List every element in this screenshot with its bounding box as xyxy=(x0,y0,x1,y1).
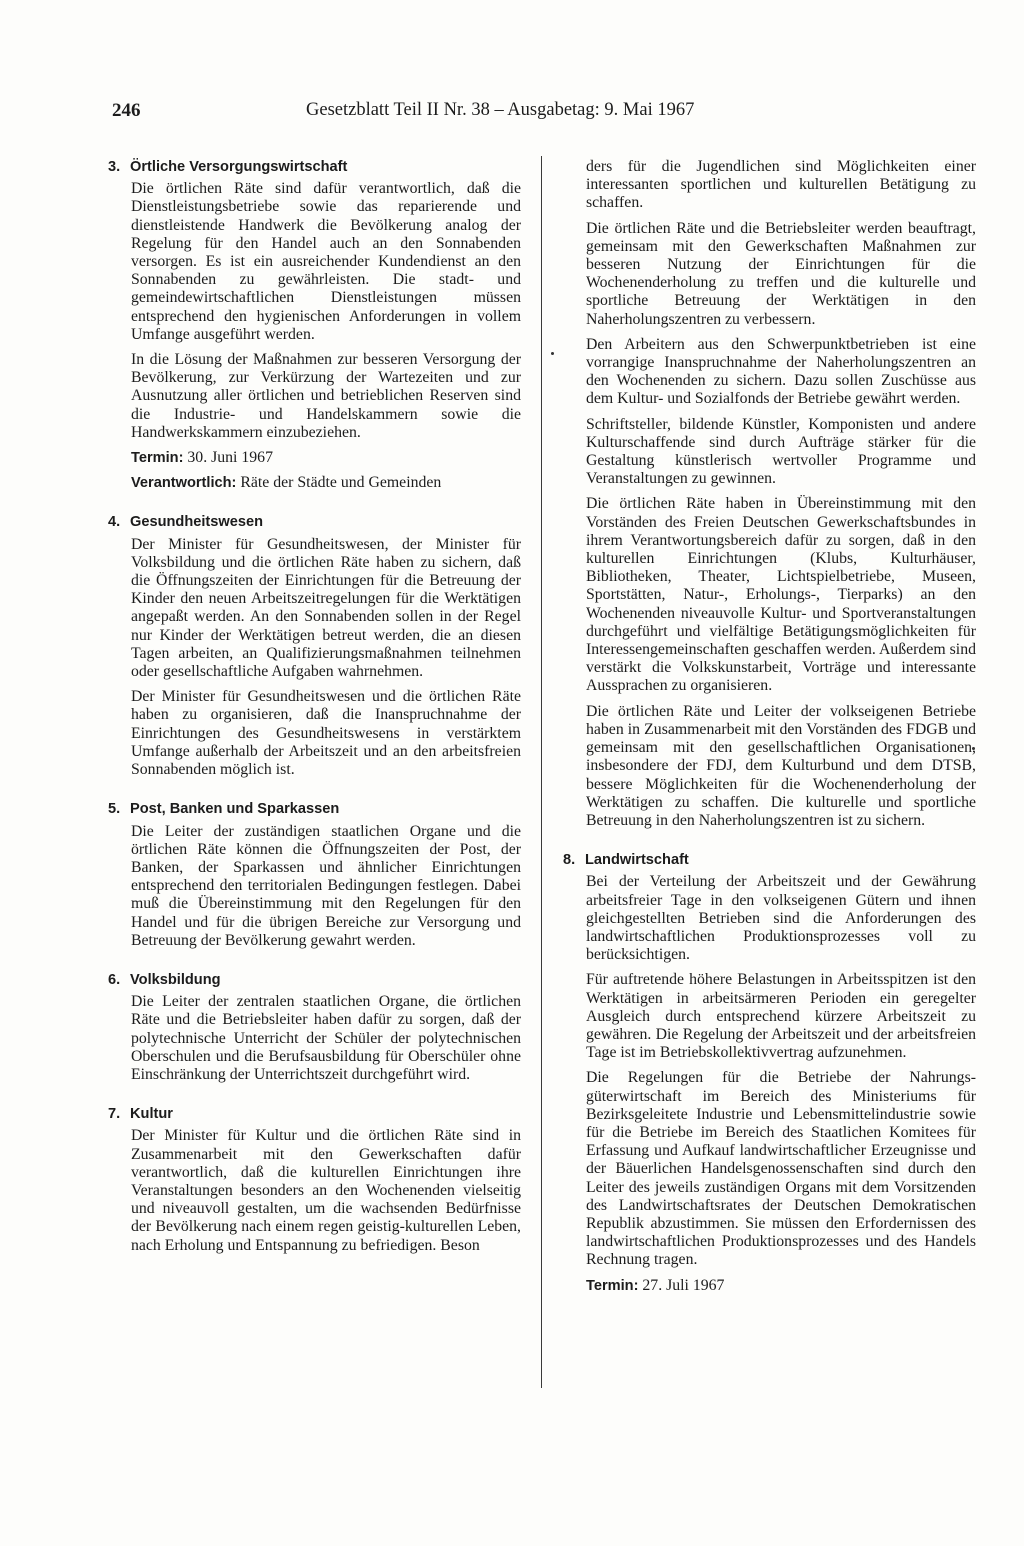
section-body-6 xyxy=(108,993,521,1084)
section-number: 6. xyxy=(108,971,121,988)
section-body-3 xyxy=(108,180,521,492)
column-divider xyxy=(541,156,542,1388)
paragraph: Der Minister für Kultur und die örtlichen Räte sind in Zusammenarbeit mit den Gewerkschaften dafür verantwortlich, daß die kulturellen Einrichtungen ihre Veranstaltungen besonders an den Wochenenden vielseitig und niveauvoll gestalten, um die wachsenden Bedürfnisse der Bevölkerung nach einem regen geistig-kulturellen Leben, nach Erholung und Entspannung zu befriedigen. Beson xyxy=(131,1127,521,1254)
section-heading-3 xyxy=(108,158,521,176)
paragraph: Die örtlichen Räte und Leiter der volkseigenen Betriebe haben in Zusammenarbeit mit den Vorständen des FDGB und gemeinsam mit den gesellschaftlichen Organisationen, insbesondere der FDJ, dem Kulturbund und dem DTSB, bessere Möglichkeiten für die Wochenenderholung der Werktätigen zu schaffen. Die kulturelle und sportliche Betreuung in den Naherholungszentren ist zu sichern. xyxy=(586,702,976,829)
running-title: Gesetzblatt Teil II Nr. 38 – Ausgabetag: 9. Mai 1967 xyxy=(306,100,695,120)
section-title: Kultur xyxy=(130,1106,173,1123)
section-title: Post, Banken und Sparkassen xyxy=(130,801,340,818)
left-column xyxy=(108,158,521,1262)
paragraph: Bei der Verteilung der Arbeitszeit und der Gewährung arbeitsfreier Tage in den volkseigenen Gütern und ihnen gleichgestellten Betrieben sind die Anforderungen des landwirtschaftlichen Produktionsprozesses voll zu berücksichtigen. xyxy=(586,873,976,964)
paragraph: ders für die Jugendlichen sind Möglichkeiten einer interessanten sportlichen und kulturellen Betätigung zu schaffen. xyxy=(586,158,976,212)
section-heading-6 xyxy=(108,971,521,989)
paragraph: Der Minister für Gesundheitswesen, der Minister für Volksbildung und die örtlichen Räte haben zu sichern, daß die Öffnungszeiten der Einrichtungen für die Betreuung der Kinder den neuen Arbeitszeitregelungen für die Werktätigen angepaßt werden. An den Sonnabenden sollen in der Regel nur Kinder der Werktätigen betreut werden, die an diesen Tagen arbeiten, an Qualifizierungsmaßnahmen teilnehmen oder gesellschaftliche Aufgaben wahrnehmen. xyxy=(131,535,521,681)
paragraph: Die örtlichen Räte und die Betriebsleiter werden beauftragt, gemeinsam mit den Gewerkschaften Maßnahmen zur besseren Nutzung der Einrichtungen für die Wochenenderholung zu treffen und die kulturelle und sportliche Betreuung der Werktätigen in den Naherholungszentren zu verbessern. xyxy=(586,219,976,328)
paragraph: Die örtlichen Räte haben in Übereinstimmung mit den Vorständen des Freien Deutschen Gewerkschaftsbundes in ihrem Verantwortungsbereich dafür zu sorgen, daß in den kulturellen Einrichtungen (Klubs, Kulturhäuser, Bibliotheken, Theater, Lichtspielbetriebe, Museen, Sportstätten, Natur-, Erholungs-, Tierparks) an den Wochenenden niveauvolle Kultur- und Sportveranstaltungen durchgeführt und vielfältige Betätigungsmöglichkeiten für Interessengemeinschaften geschaffen werden. Außerdem sind verstärkt die Volkskunstarbeit, Vorträge und interessante Aussprachen zu organisieren. xyxy=(586,495,976,695)
paragraph: Den Arbeitern aus den Schwerpunktbetrieben ist eine vorrangige Inanspruchnahme der Naherholungszentren an den Wochenenden zu sichern. Dazu sollen Zuschüsse aus dem Kultur- und Sozialfonds der Betriebe gewährt werden. xyxy=(586,335,976,408)
right-column xyxy=(563,158,976,1302)
section-heading-8 xyxy=(563,851,976,869)
section-heading-4 xyxy=(108,513,521,531)
section-number: 8. xyxy=(563,852,576,869)
deadline-label: Termin: xyxy=(131,450,184,467)
section-title: Landwirtschaft xyxy=(585,852,689,869)
section-number: 7. xyxy=(108,1106,121,1123)
responsible-line xyxy=(131,474,521,492)
section-number: 5. xyxy=(108,801,121,818)
paragraph: Für auftretende höhere Belastungen in Arbeitsspitzen ist den Werktätigen in arbeitsärmeren Perioden ein geregelter Ausgleich durch entsprechend kürzere Arbeitszeit zu gewähren. Die Regelung der Arbeitszeit und der arbeitsfreien Tage ist im Betriebskollektivvertrag aufzunehmen. xyxy=(586,971,976,1062)
paragraph: Schriftsteller, bildende Künstler, Komponisten und andere Kulturschaffende sind durch Aufträge stärker für die Gestaltung künstlerisch wertvoller Programme und Veranstaltungen zu gewinnen. xyxy=(586,415,976,488)
section-title: Örtliche Versorgungswirtschaft xyxy=(130,159,348,175)
section-number: 3. xyxy=(108,159,121,175)
section-title: Gesundheitswesen xyxy=(130,514,264,531)
section-heading-5 xyxy=(108,800,521,818)
page-header xyxy=(0,100,1024,130)
section-body-4 xyxy=(108,536,521,780)
paragraph: Die Leiter der zuständigen staatlichen Organe und die örtlichen Räte können die Öffnungszeiten der Post, der Banken, der Sparkassen und ähnlicher Einrichtungen entsprechend den territorialen Bedingungen festlegen. Dabei muß die Übereinstimmung mit den Regelungen für den Handel und für die übrigen Bereiche zur Versorgung und Betreuung der Bevölkerung gewahrt werden. xyxy=(131,822,521,949)
deadline-label: Termin: xyxy=(586,1277,639,1294)
paragraph: Der Minister für Gesundheitswesen und die örtlichen Räte haben zu organisieren, daß die Inanspruchnahme der Einrichtungen des Gesundheitswesens in verstärktem Umfange außerhalb der Arbeitszeit und an den arbeitsfreien Sonnabenden möglich ist. xyxy=(131,688,521,779)
speck-mark xyxy=(551,352,554,355)
deadline-value: 27. Juli 1967 xyxy=(642,1276,725,1294)
responsible-value: Räte der Städte und Gemeinden xyxy=(240,474,442,492)
section-title: Volksbildung xyxy=(130,971,221,988)
section-number: 4. xyxy=(108,514,121,531)
responsible-label: Verantwortlich: xyxy=(131,475,237,492)
paragraph: Die Leiter der zentralen staatlichen Organe, die örtlichen Räte und die Betriebsleiter haben dafür zu sorgen, daß der polytechnische Unterricht der Schüler der polytechnischen Oberschulen und die Berufsausbildung für Oberschüler ohne Einschränkung der Unterrichtszeit durchgeführt wird. xyxy=(131,993,521,1083)
section-body-7-continued xyxy=(563,158,976,830)
paragraph: Die örtlichen Räte sind dafür verantwortlich, daß die Dienstleistungsbetriebe sowie das reparierende und dienstleistende Handwerk die Bevölkerung analog der Regelung für den Handel auch an den Sonnabenden versorgen. Es ist ein ausreichender Kundendienst an den Sonnabenden zu gewährleisten. Die stadt- und gemeindewirtschaftlichen Dienstleistungen müssen entsprechend den hygienischen Anforderungen in vollem Umfange ausgeführt werden. xyxy=(131,180,521,343)
paragraph: In die Lösung der Maßnahmen zur besseren Versorgung der Bevölkerung, zur Verkürzung der Wartezeiten und zur Ausnutzung aller örtlichen und betrieblichen Reserven sind die Industrie- und Handelskammern sowie die Handwerkskammern einzubeziehen. xyxy=(131,351,521,441)
section-body-5 xyxy=(108,823,521,950)
deadline-line xyxy=(586,1277,976,1295)
section-body-8 xyxy=(563,873,976,1294)
section-body-7 xyxy=(108,1127,521,1254)
page-number: 246 xyxy=(112,100,141,121)
deadline-line xyxy=(131,449,521,467)
deadline-value: 30. Juni 1967 xyxy=(187,449,273,467)
section-heading-7 xyxy=(108,1105,521,1123)
paragraph: Die Regelungen für die Betriebe der Nahrungsgüterwirtschaft im Bereich des Ministeriums für Bezirksgeleitete Industrie und Lebensmittelindustrie sowie für die Betriebe im Bereich des Staatlichen Komitees für Erfassung und Aufkauf landwirtschaftlicher Erzeugnisse und der Bäuerlichen Handelsgenossenschaften sind durch den Leiter des jeweils zuständigen Organs mit dem Vorsitzenden des Landwirtschaftsrates der Deutschen Demokratischen Republik abzustimmen. Sie müssen den Erfordernissen des landwirtschaftlichen Produktionsprozesses und des Handels Rechnung tragen. xyxy=(586,1069,976,1269)
